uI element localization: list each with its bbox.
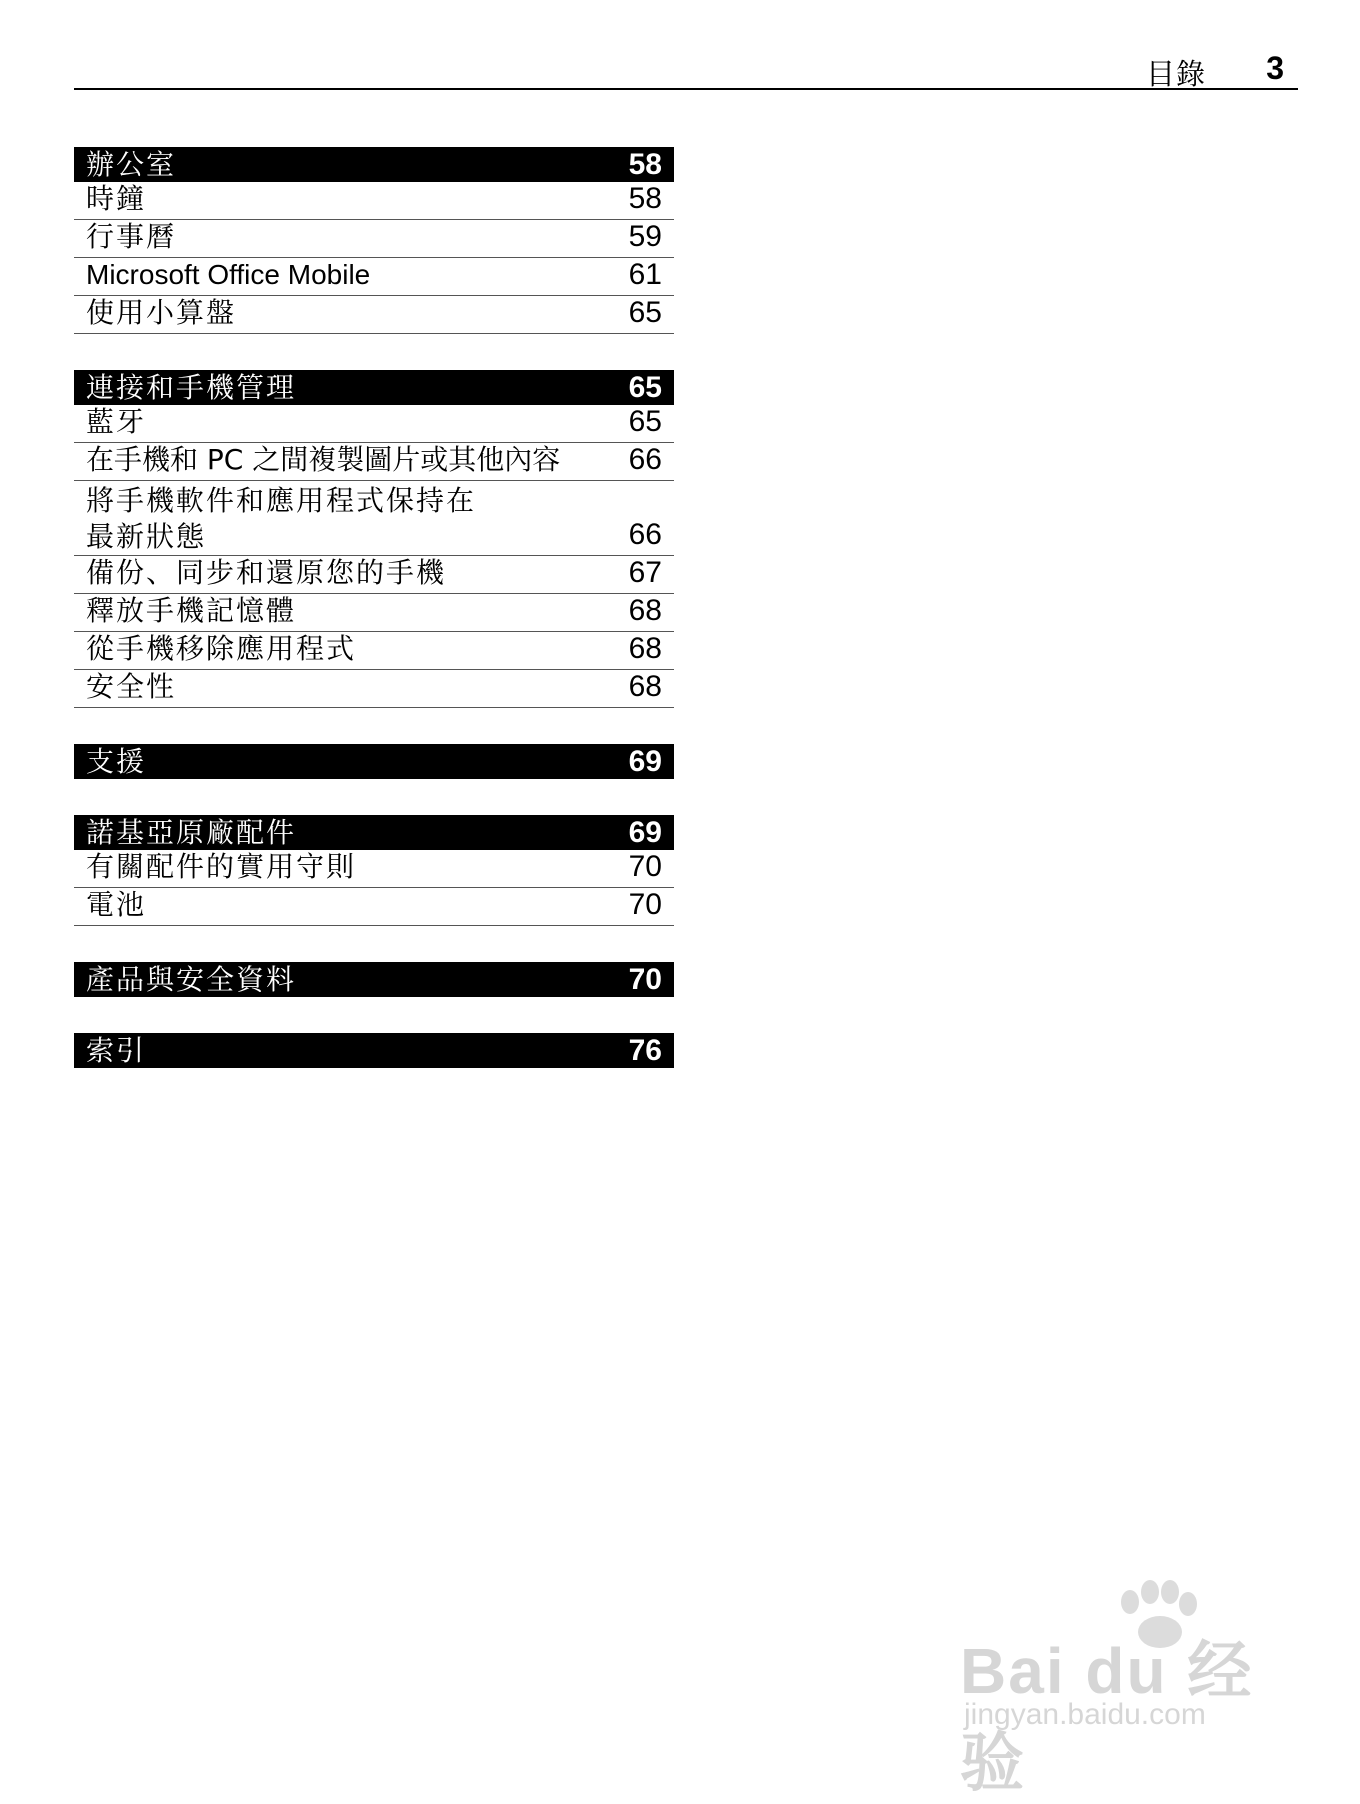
toc-section — [74, 815, 674, 926]
entry-page: 65 — [628, 296, 662, 329]
entry-title: 藍牙 — [86, 405, 147, 438]
entry-title: 時鐘 — [86, 182, 147, 215]
toc-entry[interactable] — [74, 296, 674, 334]
section-title: 辦公室 — [86, 148, 177, 181]
section-page: 76 — [628, 1034, 662, 1067]
entry-page: 58 — [628, 182, 662, 215]
toc-entry[interactable] — [74, 258, 674, 296]
toc-entry[interactable] — [74, 405, 674, 443]
section-title: 索引 — [86, 1034, 147, 1067]
toc-entry[interactable] — [74, 670, 674, 708]
section-page: 69 — [628, 816, 662, 849]
section-page: 69 — [628, 745, 662, 778]
section-title: 諾基亞原廠配件 — [86, 816, 297, 849]
section-page: 58 — [628, 148, 662, 181]
toc-section — [74, 962, 674, 997]
toc-section — [74, 1033, 674, 1068]
section-heading[interactable] — [74, 744, 674, 779]
entry-page: 68 — [628, 670, 662, 703]
toc-entry[interactable] — [74, 481, 674, 556]
entry-title: 在手機和 PC 之間複製圖片或其他內容 — [86, 443, 561, 476]
entry-page: 67 — [628, 556, 662, 589]
toc-entry[interactable] — [74, 594, 674, 632]
entry-title: Microsoft Office Mobile — [86, 259, 371, 290]
entry-title: 從手機移除應用程式 — [86, 632, 357, 665]
toc-entry[interactable] — [74, 182, 674, 220]
entry-title: 備份、同步和還原您的手機 — [86, 556, 447, 589]
entry-page: 70 — [628, 888, 662, 921]
entry-title: 使用小算盤 — [86, 296, 237, 329]
entry-page: 59 — [628, 220, 662, 253]
toc-entry[interactable] — [74, 850, 674, 888]
entry-page: 66 — [628, 518, 662, 551]
section-heading[interactable] — [74, 962, 674, 997]
section-heading[interactable] — [74, 815, 674, 850]
entry-page: 68 — [628, 632, 662, 665]
toc-section — [74, 147, 674, 334]
toc-section — [74, 744, 674, 779]
watermark-logo: Bai du 经验 — [960, 1635, 1254, 1799]
toc-entry[interactable] — [74, 443, 674, 481]
entry-page: 70 — [628, 850, 662, 883]
entry-page: 61 — [628, 258, 662, 291]
section-title: 支援 — [86, 745, 147, 778]
baidu-watermark — [960, 1580, 1280, 1799]
toc-section — [74, 370, 674, 708]
entry-title: 將手機軟件和應用程式保持在最新狀態 — [86, 484, 477, 553]
toc-entry[interactable] — [74, 888, 674, 926]
entry-title: 電池 — [86, 888, 147, 921]
page-header — [74, 40, 1298, 90]
section-heading[interactable] — [74, 1033, 674, 1068]
section-title: 產品與安全資料 — [86, 963, 297, 996]
section-page: 65 — [628, 371, 662, 404]
watermark-url: jingyan.baidu.com — [964, 1698, 1206, 1731]
header-page-number: 3 — [1266, 50, 1284, 86]
toc-entry[interactable] — [74, 220, 674, 258]
entry-page: 65 — [628, 405, 662, 438]
toc-entry[interactable] — [74, 632, 674, 670]
entry-title: 有關配件的實用守則 — [86, 850, 357, 883]
entry-title: 釋放手機記憶體 — [86, 594, 297, 627]
section-heading[interactable] — [74, 147, 674, 182]
entry-page: 66 — [628, 443, 662, 476]
entry-title: 行事曆 — [86, 220, 177, 253]
section-page: 70 — [628, 963, 662, 996]
toc-entry[interactable] — [74, 556, 674, 594]
section-title: 連接和手機管理 — [86, 371, 297, 404]
header-title: 目錄 — [1145, 57, 1206, 91]
section-heading[interactable] — [74, 370, 674, 405]
entry-page: 68 — [628, 594, 662, 627]
table-of-contents — [74, 147, 674, 1104]
entry-title: 安全性 — [86, 670, 177, 703]
